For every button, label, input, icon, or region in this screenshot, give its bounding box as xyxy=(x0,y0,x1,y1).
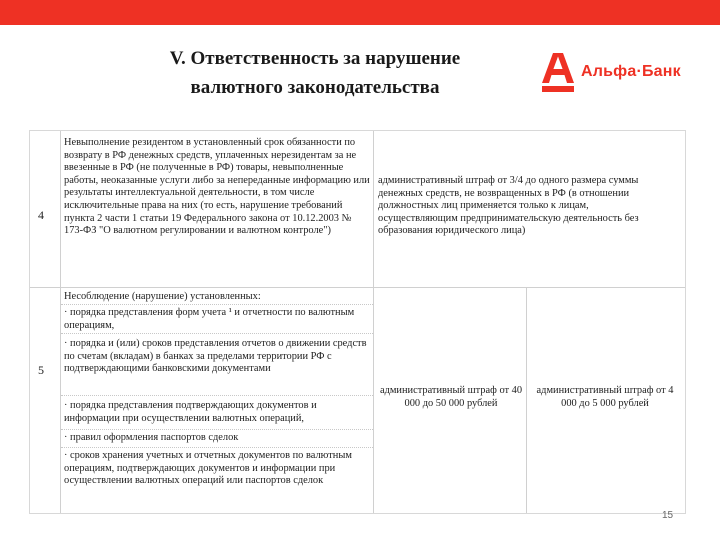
row-5-item-3: · порядка представления подтверждающих документов и информации при осуществлении валютных операций, xyxy=(64,400,317,424)
row-5-item-4: · правил оформления паспортов сделок xyxy=(64,432,239,443)
slide-title-line-1: V. Ответственность за нарушение xyxy=(169,48,461,69)
slide-title-line-2: валютного законодательства xyxy=(190,77,440,98)
row-5-divider xyxy=(61,333,373,334)
row-5-item-1: · порядка представления форм учета ¹ и отчетности по валютным операциям, xyxy=(64,307,355,331)
penalties-table xyxy=(29,130,686,514)
row-4-number: 4 xyxy=(38,208,44,222)
slide-title xyxy=(90,44,540,102)
row-5-divider xyxy=(61,447,373,448)
alfa-bank-logo xyxy=(541,53,701,93)
row-4-violation: Невыполнение резидентом в установленный срок обязанности по возврату в РФ денежных средств, уплаченных нерезидентам за не ввезенные в РФ (не полученные в РФ) товары, невыполненные работы, неоказанные услуги либо за непереданные информацию или результаты интеллектуальной деятельности, в том числе исключительные права на них (то есть, нарушение требований пункта 2 части 1 статьи 19 Федерального закона от 10.12.2003 № 173-ФЗ "О валютном регулировании и валютном контроле") xyxy=(64,137,370,237)
table-col-sep-3 xyxy=(526,287,527,513)
row-5-violation-header: Несоблюдение (нарушение) установленных: xyxy=(64,291,261,302)
row-4-penalty: административный штраф от 3/4 до одного размера суммы денежных средств, не возвращенных в РФ (в отношении должностных лиц применяется только к лицам, осуществляющим предпринимательскую деятельность без образования юридического лица) xyxy=(378,175,639,237)
table-col-sep-1 xyxy=(60,131,61,513)
row-5-penalty-legal: административный штраф от 40 000 до 50 000 рублей xyxy=(379,385,523,409)
row-5-number: 5 xyxy=(38,363,44,377)
table-col-sep-2 xyxy=(373,131,374,513)
logo-text: Альфа·Банк xyxy=(581,63,681,80)
row-5-divider xyxy=(61,429,373,430)
row-5-divider xyxy=(61,304,373,305)
page-number: 15 xyxy=(662,510,674,521)
row-5-divider xyxy=(61,395,373,396)
alfa-logo-icon xyxy=(541,53,575,93)
table-row-sep xyxy=(30,287,685,288)
row-5-item-2: · порядка и (или) сроков представления отчетов о движении средств по счетам (вкладам) в банках за пределами территории РФ с подтверждающими банковскими документами xyxy=(64,338,367,375)
top-brand-bar xyxy=(0,0,720,25)
row-5-penalty-official: административный штраф от 4 000 до 5 000 рублей xyxy=(536,385,674,409)
row-5-item-5: · сроков хранения учетных и отчетных документов по валютным операциям, подтверждающих документов и информации при осуществлении валютных операций или паспортов сделок xyxy=(64,450,352,487)
